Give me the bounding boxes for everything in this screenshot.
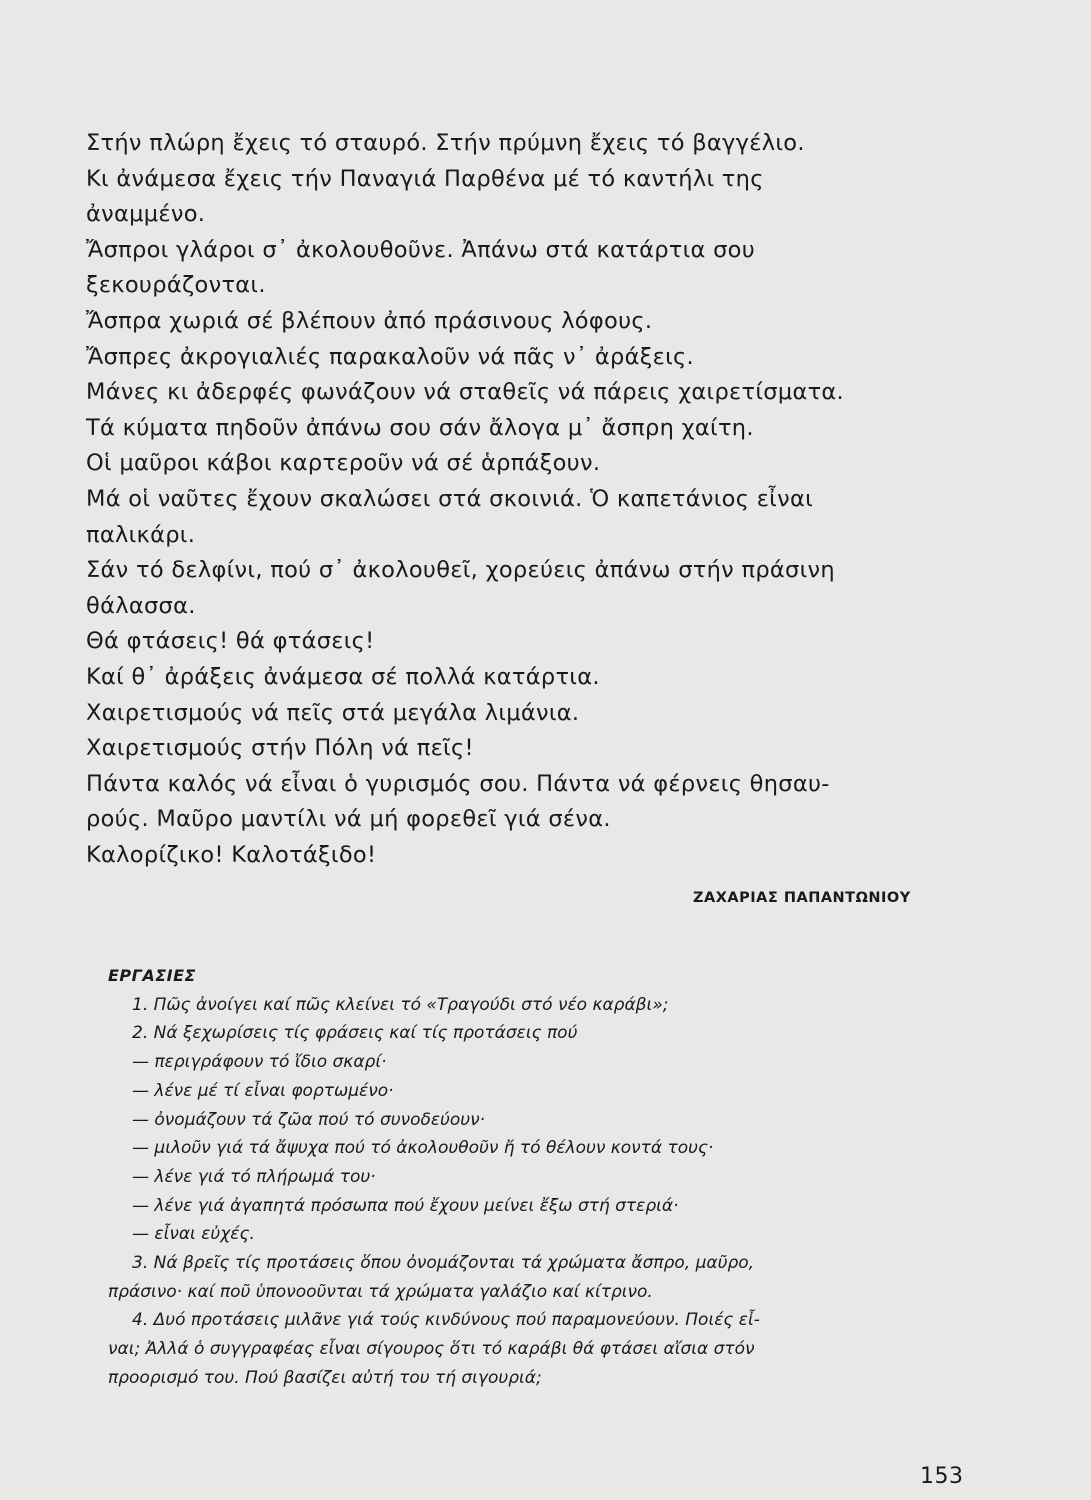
poem-line: Οἱ μαῦροι κάβοι καρτεροῦν νά σέ ἁρπάξουν. bbox=[86, 450, 601, 477]
poem-line: Τά κύματα πηδοῦν ἀπάνω σου σάν ἄλογα μ᾿ ἄσπρη χαίτη. bbox=[86, 414, 754, 441]
poem-line: παλικάρι. bbox=[86, 521, 196, 548]
exercises-section bbox=[108, 962, 968, 1393]
poem-line: Μά οἱ ναῦτες ἔχουν σκαλώσει στά σκοινιά. Ὁ καπετάνιος εἶναι bbox=[86, 485, 813, 512]
exercise-line: — περιγράφουν τό ἴδιο σκαρί· bbox=[132, 1052, 387, 1073]
exercise-line: — εἶναι εὐχές. bbox=[132, 1224, 255, 1245]
exercise-line: πράσινο· καί ποῦ ὑπονοοῦνται τά χρώματα γαλάζιο καί κίτρινο. bbox=[108, 1281, 653, 1302]
poem-line: Ἄσπροι γλάροι σ᾿ ἀκολουθοῦνε. Ἀπάνω στά κατάρτια σου bbox=[86, 236, 756, 263]
poem-line: Καί θ᾿ ἀράξεις ἀνάμεσα σέ πολλά κατάρτια. bbox=[86, 663, 600, 690]
exercise-line: — λένε μέ τί εἶναι φορτωμένο· bbox=[132, 1080, 394, 1101]
exercise-line: — λένε γιά τό πλήρωμά του· bbox=[132, 1166, 376, 1187]
exercise-line: 3. Νά βρεῖς τίς προτάσεις ὅπου ὀνομάζονται τά χρώματα ἄσπρο, μαῦρο, bbox=[132, 1253, 755, 1274]
exercise-line: ναι; Ἀλλά ὁ συγγραφέας εἶναι σίγουρος ὅτι τό καράβι θά φτάσει αἴσια στόν bbox=[108, 1339, 755, 1360]
poem-line: θάλασσα. bbox=[86, 592, 196, 619]
poem-line: Κι ἀνάμεσα ἔχεις τήν Παναγιά Παρθένα μέ τό καντήλι της bbox=[86, 165, 764, 192]
poem-line: Σάν τό δελφίνι, πού σ᾿ ἀκολουθεῖ, χορεύεις ἀπάνω στήν πράσινη bbox=[86, 557, 835, 584]
poem-line: Στήν πλώρη ἔχεις τό σταυρό. Στήν πρύμνη ἔχεις τό βαγγέλιο. bbox=[86, 130, 805, 156]
poem-line: Ἄσπρες ἀκρογιαλιές παρακαλοῦν νά πᾶς ν᾿ ἀράξεις. bbox=[86, 343, 694, 370]
poem-line: Θά φτάσεις! θά φτάσεις! bbox=[86, 628, 375, 655]
poem-line: Χαιρετισμούς στήν Πόλη νά πεῖς! bbox=[86, 735, 474, 762]
poem-line: Χαιρετισμούς νά πεῖς στά μεγάλα λιμάνια. bbox=[86, 699, 580, 726]
exercise-line: — μιλοῦν γιά τά ἄψυχα πού τό ἀκολουθοῦν ἤ τό θέλουν κοντά τους· bbox=[132, 1138, 714, 1159]
poem-line: ἀναμμένο. bbox=[86, 201, 206, 228]
poem-author: ΖΑΧΑΡΙΑΣ ΠΑΠΑΝΤΩΝΙΟΥ bbox=[693, 890, 911, 906]
poem-text bbox=[86, 126, 966, 873]
exercise-line: προορισμό του. Πού βασίζει αὐτή του τή σιγουριά; bbox=[108, 1367, 542, 1388]
exercises-title: ΕΡΓΑΣΙΕΣ bbox=[108, 966, 196, 985]
exercise-line: 2. Νά ξεχωρίσεις τίς φράσεις καί τίς προτάσεις πού bbox=[132, 1023, 578, 1044]
exercise-line: 1. Πῶς ἀνοίγει καί πῶς κλείνει τό «Τραγούδι στό νέο καράβι»; bbox=[132, 994, 669, 1015]
exercise-line: — λένε γιά ἀγαπητά πρόσωπα πού ἔχουν μείνει ἔξω στή στεριά· bbox=[132, 1195, 679, 1216]
poem-line: ξεκουράζονται. bbox=[86, 272, 266, 299]
exercise-line: — ὀνομάζουν τά ζῶα πού τό συνοδεύουν· bbox=[132, 1109, 486, 1130]
poem-line: Πάντα καλός νά εἶναι ὁ γυρισμός σου. Πάντα νά φέρνεις θησαυ- bbox=[86, 770, 830, 797]
page-number: 153 bbox=[920, 1464, 964, 1489]
exercise-line: 4. Δυό προτάσεις μιλᾶνε γιά τούς κινδύνους πού παραμονεύουν. Ποιές εἶ- bbox=[132, 1310, 760, 1331]
poem-line: ρούς. Μαῦρο μαντίλι νά μή φορεθεῖ γιά σένα. bbox=[86, 806, 611, 833]
poem-line: Ἄσπρα χωριά σέ βλέπουν ἀπό πράσινους λόφους. bbox=[86, 307, 653, 334]
poem-line: Μάνες κι ἀδερφές φωνάζουν νά σταθεῖς νά πάρεις χαιρετίσματα. bbox=[86, 379, 845, 406]
poem-line: Καλορίζικο! Καλοτάξιδο! bbox=[86, 841, 377, 868]
